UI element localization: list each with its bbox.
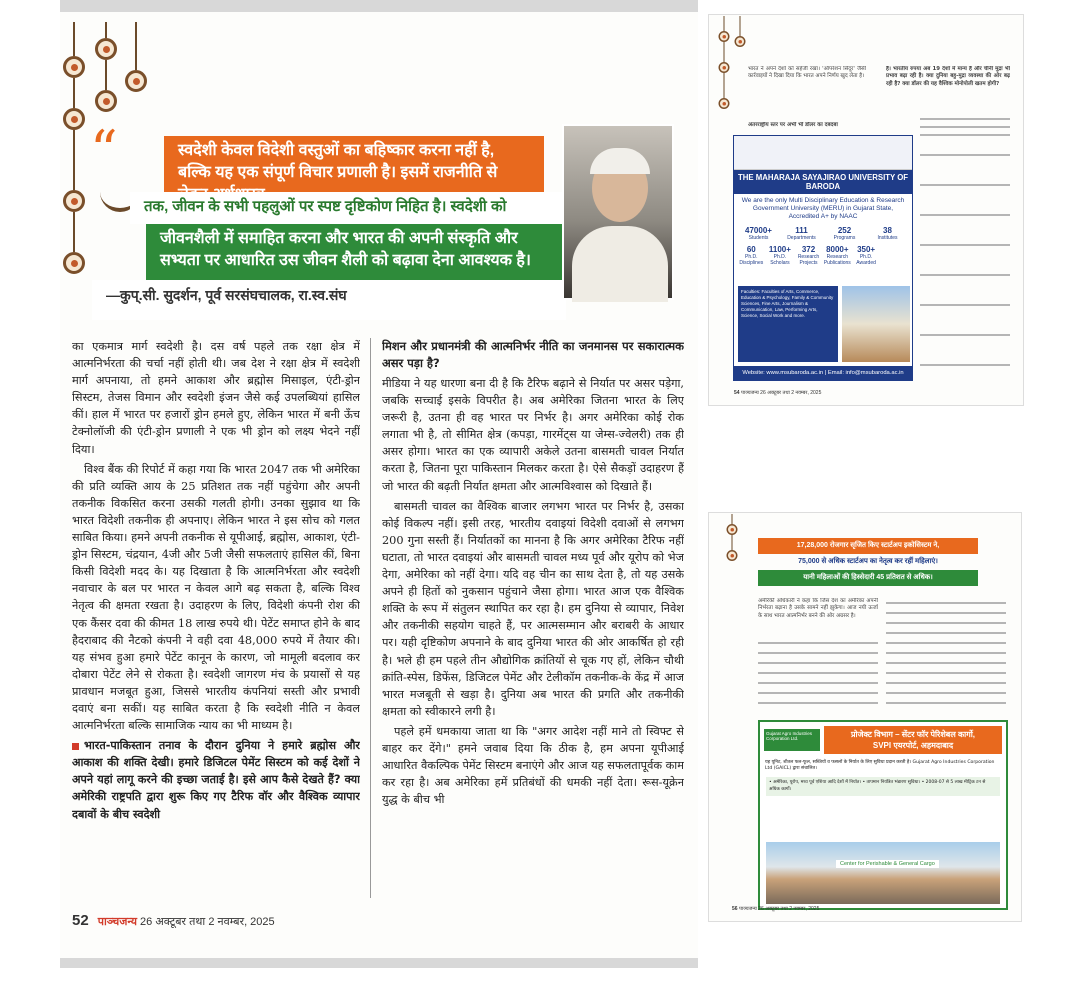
page-edge-bottom [60,958,698,968]
issue-date: 26 अक्टूबर तथा 2 नवम्बर, 2025 [140,916,275,928]
thumb-bullet-heading: अंतरराष्ट्रीय स्तर पर अभी भी डॉलर का दबदबा [748,122,838,128]
gaic-logo: Gujarat Agro Industries Corporation Ltd. [764,729,820,751]
magazine-name: पाञ्चजन्य [97,916,137,928]
stat-value: 372 [801,245,816,254]
thumb-page-number: 54 [734,390,740,396]
thumb-page-meta: पाञ्चजन्य 26 अक्टूबर तथा 2 नवम्बर, 2025 [738,906,820,912]
quote-attribution: —कुप्.सी. सुदर्शन, पूर्व सरसंघचालक, रा.स्व.संघ [92,280,566,320]
stat-label: Programs [833,235,856,241]
article-column-left [72,338,360,898]
stat-item [853,245,880,266]
quote-mark-icon: “ [90,119,118,182]
stat-value: 350+ [857,245,876,254]
quote-line-1: स्वदेशी केवल विदेशी वस्तुओं का बहिष्कार करना नहीं है, बल्कि यह एक संपूर्ण विचार प्रणाली है। इसमें राजनीति से [164,136,544,192]
stat-value: 252 [837,226,852,235]
stat-label: Research Projects [797,254,820,266]
quote-line-4-text: सभ्यता पर आधारित उस जीवन शैली को बढ़ावा देना आवश्यक है। [160,252,531,269]
stat-label: Students [748,235,769,241]
stat-label: Ph.D. Disciplines [739,254,764,266]
stat-value: 8000+ [826,245,849,254]
gaic-advertisement [758,720,1008,910]
paragraph: मीडिया ने यह धारणा बना दी है कि टैरिफ बढ़ाने से निर्यात पर असर पड़ेगा, जबकि सच्चाई इसके विपरीत है। अब अमेरिका जितना भारत के लिए जरूरी है, उतना ही वह भारत पर निर्भर है। अगर अमेरिका कोई रोक लगाता भी है, तो सीमित क्षेत्र (कपड़ा, गारमेंट्स या जेम्स-ज्वेलरी) तक ही असर होगा। भारत का एक व्यापारी अकेले उतना बासमती चावल निर्यात करता है, जितना पूरा पाकिस्तान मिलकर करता है। ऐसे सैकड़ों उदाहरण हैं जो भारत की बढ़ती निर्यात क्षमता और आत्मविश्वास को दिखाते हैं। [382,377,684,493]
page-footer [72,912,275,929]
gaic-description: यह यूनिट, शीतल फल-फूल, सब्जियों व फसलों के निर्यात के लिए सुविधा प्रदान करती है। Gujarat Agro Industries Corporation Ltd (GAICL) द्वारा संचालित। [765,760,995,771]
university-advertisement [733,135,913,381]
gaic-points: • अमेरिका, यूरोप, मध्य पूर्व एशिया आदि देशों में निर्यात। • तापमान नियंत्रित भंडारण सुविधा। • 2008-07 से 5 लाख मीट्रिक टन से अधिक कार्गो। [766,777,1000,796]
paragraph: बासमती चावल का वैश्विक बाजार लगभग भारत पर निर्भर है, उसका कोई विकल्प नहीं। इसी तरह, भारतीय दवाइयां विदेशी दवाओं से लगभग 200 गुना सस्ती हैं। निर्यातकों का मानना है कि अगर अमेरिका टैरिफ नहीं घटाता, तो भारत दवाइयां और बासमती चावल मध्य पूर्व और यूरोप को भेज देगा, अमेरिका को नहीं देगा। यदि वह चीन का साथ देता है, तो यह उसके अपने ही हितों को नुकसान पहुंचाने जैसा होगा। भारत आज एक वैश्विक शक्ति के रूप में संतुलन स्थापित कर रहा है। हम दुनिया से व्यापार, निवेश और तकनीकी सहयोग चाहते हैं, पर आत्मसम्मान और बराबरी के आधार पर। यही दृष्टिकोण अपनाने के बाद दुनिया भारत की ओर आकर्षित हो रही है। भले ही हम पहले तीन औद्योगिक क्रांतियों से चूक गए हों, लेकिन चौथी क्रांति-स्पेस, डिफेंस, डिजिटल पेमेंट और टेलीकॉम तकनीक-के केंद्र में आज भारत मजबूती से खड़ा है। दुनिया अब भारत की प्रगति और तकनीकी क्षमता को स्वीकारने लगी है। [382,499,684,718]
quote-line-3 [146,224,566,280]
thumb-page-meta: पाञ्चजन्य 26 अक्टूबर तथा 2 नवम्बर, 2025 [740,390,822,396]
gaic-ad-title [824,726,1002,754]
page-edge-top [60,0,698,12]
stat-label: Ph.D. Awarded [856,254,876,266]
thumb-text-left: भारत ने अपने देशों को सहेजी रखा। 'ऑपरेशन सिंदूर' जैसी कार्रवाइयों ने दिखा दिया कि भारत अपने निर्णय खुद लेता है। [748,66,866,80]
bullet-icon [72,743,79,750]
stat-value: 38 [883,226,892,235]
stat-students [738,226,779,241]
column-divider [370,338,371,898]
interview-question [72,737,360,822]
faculties-list: Faculties: Faculties of Arts, Commerce, Education & Psychology, Family & Community Sciences, Fine Arts, Journalism & Communication, Law, Performing Arts, Science, Social Work and more. [738,286,838,362]
thumb-page-number: 56 [732,906,738,912]
stat-item [767,245,794,266]
stat-value: 47000+ [745,226,772,235]
banner-line-2: 75,000 से अधिक स्टार्टअप का नेतृत्व कर रहीं महिलाएं। [798,558,938,565]
stat-label: Institutes [877,235,898,241]
stat-label: Ph.D. Scholars [770,254,790,266]
paragraph: का एकमात्र मार्ग स्वदेशी है। दस वर्ष पहले तक रक्षा क्षेत्र में आत्मनिर्भरता की चर्चा नहीं होती थी। जब देश ने रक्षा क्षेत्र में स्वदेशी मार्ग अपनाया, तो हमने आकाश और ब्रह्मोस मिसाइल, एंटी-ड्रोन सिस्टम, तेजस विमान और स्वदेशी इंजन जैसे कई उपलब्धियां हासिल कीं। हाल में भारत पर हजारों ड्रोन हमले हुए, लेकिन भारत में बनी ऊँच टेक्नोलॉजी की एंटी-ड्रोन प्रणाली ने एक भी ड्रोन को लक्ष्य भेदने नहीं दिया। [72,340,360,456]
cargo-center-sign: Center for Perishable & General Cargo [836,860,939,868]
hanging-lamp-icon [726,514,738,561]
hanging-lamp-icon [718,16,730,109]
banner-line-3: यानी महिलाओं की हिस्सेदारी 45 प्रतिशत से अधिक। [758,570,978,586]
stats-row-2 [734,243,912,268]
university-tagline: We are the only Multi Disciplinary Education & Research Government University (MERU) in Gujarat State, Accredited A+ by NAAC [741,197,905,220]
university-contact: Website: www.msubaroda.ac.in | Email: info@msubaroda.ac.in [734,366,912,380]
thumbnail-page-54[interactable] [708,14,1024,406]
page-number: 52 [72,912,89,929]
thumb-footer [732,906,819,912]
stat-label: Departments [787,235,816,241]
paragraph: पहले हमें धमकाया जाता था कि "अगर आदेश नहीं माने तो स्विफ्ट से बाहर कर देंगे।" हमने जवाब दिया कि ठीक है, हम अपना यूपीआई आधारित वैकल्पिक पेमेंट सिस्टम बनाएंगे और आज यह सफलतापूर्वक काम कर रहा है। अब अमेरिका हमें प्रतिबंधों की धमकी नहीं देता। रूस-यूक्रेन युद्ध के बीच भी [382,724,684,807]
stats-row [734,224,912,243]
gaic-title-line-1: प्रोजेक्ट विभाग – सेंटर फॉर पेरिशेबल कार्गो, [850,730,975,739]
portrait-photo [562,124,674,300]
university-name: THE MAHARAJA SAYAJIRAO UNIVERSITY OF BARODA [734,170,912,194]
quote-line-3-text: जीवनशैली में समाहित करना और भारत की अपनी संस्कृति और [160,230,518,247]
university-logos [734,136,912,170]
startup-banner [758,538,978,592]
question-text: भारत-पाकिस्तान तनाव के दौरान दुनिया ने हमारे ब्रह्मोस और आकाश की शक्ति देखी। हमारे डिजिटल पेमेंट सिस्टम को कई देशों ने अपने यहां लागू करने की इच्छा जताई है। इसे आप कैसे देखते हैं? क्या अमेरिकी राष्ट्रपति द्वारा शुरू किए गए टैरिफ वॉर और वैश्विक व्यापार दबावों के बीच स्वदेशी [72,739,360,821]
stat-item [795,245,822,266]
stat-value: 60 [746,245,756,254]
stat-label: Research Publications [823,254,851,266]
hanging-lamp-icon [124,22,148,92]
hanging-lamp-icon [734,16,746,47]
stat-item [738,245,765,266]
article-column-right [382,338,684,898]
cargo-center-photo [766,842,1000,904]
quote-line-2: तक, जीवन के सभी पहलुओं पर स्पष्ट दृष्टिकोण निहित है। स्वदेशी को [130,192,568,224]
question-continued: मिशन और प्रधानमंत्री की आत्मनिर्भर नीति का जनमानस पर सकारात्मक असर पड़ा है? [382,339,684,370]
stat-value: 1100+ [768,245,791,254]
stat-programs [824,226,865,241]
thumb-question: है। भारतीय रुपया अब 19 देशों में मान्य है और चीनी मुद्रा भी प्रभाव बढ़ा रही है। क्या दुनिया बहु-मुद्रा व्यवस्था की ओर बढ़ रही है? क्या डॉलर की यह वैश्विक मोनोपोली खतम होगी? [886,66,1010,87]
hanging-lamp-icon [94,22,118,112]
stat-item [824,245,851,266]
paragraph: विश्व बैंक की रिपोर्ट में कहा गया कि भारत 2047 तक भी अमेरिका की प्रति व्यक्ति आय के 25 प्रतिशत तक नहीं पहुंचेगा और अपनी तकनीक विकसित करना उसकी गलती होगी। उनका सुझाव था कि भारत विदेशी तकनीक ही अपनाए। लेकिन भारत ने इस सोच को गलत साबित किया। हमने अपनी तकनीक से यूपीआई, ब्रह्मोस, आकाश, एंटी-ड्रोन सिस्टम, चंद्रयान, 4जी और 5जी जैसी सफलताएं हासिल कीं, बिना किसी विदेशी मदद के। यह दिखाता है कि आत्मनिर्भरता और स्वदेशी नवाचार के बल पर भारत न केवल आगे बढ़ सकता है, बल्कि विश्व नेतृत्व की क्षमता रखता है। उदाहरण के लिए, विदेशी कंपनी रोश की एक कैंसर दवा की कीमत 18 लाख रुपये थी। पेटेंट समाप्त होने के बाद हैदराबाद की नैटको कंपनी ने वही दवा 48,000 रुपये में तैयार की। यह संभव हुआ हमारे पेटेंट कानून के कारण, जो मामूली बदलाव कर दोबारा पेटेंट लेने से रोकता है। स्वदेशी जागरण मंच के प्रयासों से यह प्रावधान मजबूत हुआ, जिससे भारतीय कंपनियां सस्ती और प्रभावी दवाएं बना सकीं। यह साबित करता है कि स्वदेशी नीति न केवल आत्मनिर्भरता बल्कि सामाजिक न्याय का भी माध्यम है। [72,462,360,733]
thumb-text: अमेरिकी अधिकारी ने कहा कि जिस देश का अमेरिका अपनी निर्भरता बढ़ाना है उसके सामने नहीं झुकेगा। आज नयी ऊर्जा के साथ भारत आत्मनिर्भर बनने की ओर अग्रसर है। [758,598,878,619]
stat-institutes [867,226,908,241]
hanging-lamp-icon [62,22,86,274]
pull-quote [90,119,658,320]
stat-departments [781,226,822,241]
thumb-footer [734,390,821,396]
university-building-photo [842,286,910,362]
thumbnail-page-56[interactable] [708,512,1022,922]
stat-value: 111 [795,226,808,235]
gaic-title-line-2: SVPI एयरपोर्ट, अहमदाबाद [872,741,954,750]
banner-line-1: 17,28,000 रोजगार सृजित किए स्टार्टअप इकोसिस्टम ने, [758,538,978,554]
